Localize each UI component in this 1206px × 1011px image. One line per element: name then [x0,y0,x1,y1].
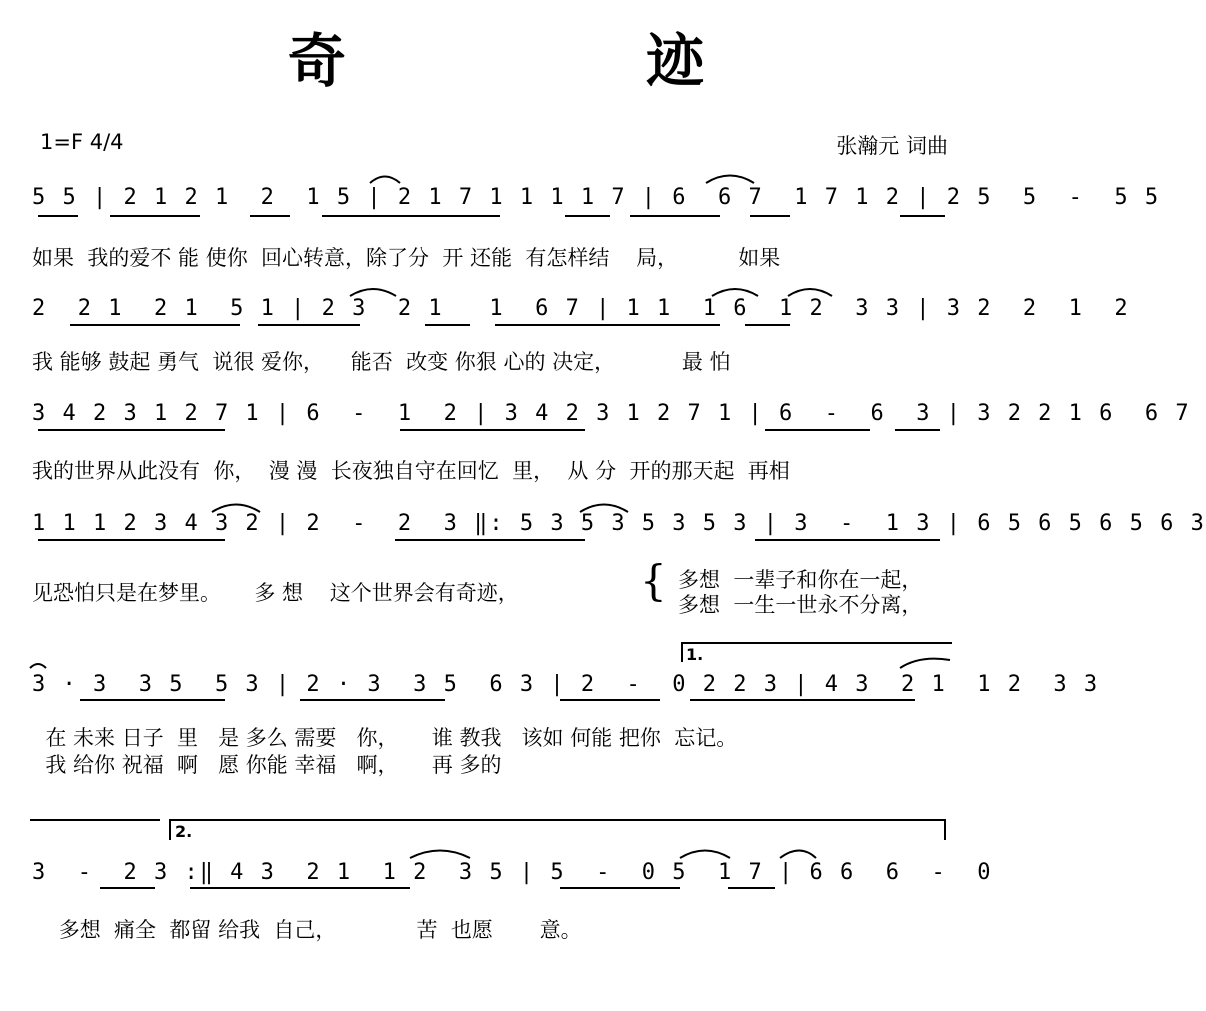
lyrics-line-5-verse2: 我 给你 祝福 啊 愿 你能 幸福 啊， 再 多的 [32,753,502,777]
verse-brace: { [640,556,667,605]
first-ending-label: 1. [686,645,704,664]
credit-line: 张瀚元 词曲 [836,134,948,158]
lyrics-line-4: 见恐怕只是在梦里。 多 想 这个世界会有奇迹， [32,581,519,605]
slur [680,851,730,859]
slur [30,664,46,668]
song-title: 奇 迹 [287,27,845,95]
second-ending-label: 2. [175,822,193,841]
lyrics-line-1: 如果 我的爱不 能 使你 回心转意，除了分 开 还能 有怎样结 局， 如果 [32,246,781,270]
slur [370,177,400,184]
lyrics-line-5-verse1: 在 未来 日子 里 是 多么 需要 你， 谁 教我 该如 何能 把你 忘记。 [32,726,738,750]
lyrics-line-2: 我 能够 鼓起 勇气 说很 爱你， 能否 改变 你狠 心的 决定， 最 怕 [32,350,731,374]
slur [712,289,758,296]
slur [706,176,754,184]
lyrics-line-6: 多想 痛全 都留 给我 自己， 苦 也愿 意。 [32,918,582,942]
notation-line-4: 1 1 1 2 3 4 3 2 | 2 - 2 3 ‖: 5 3 5 3 5 3 5 3 | 3 - 1 3 | 6 5 6 5 6 5 6 3 [32,511,1206,536]
second-ending-bracket [170,820,945,840]
slur [788,289,832,296]
brace-lyric-verse1: 多想 一辈子和你在一起， [678,568,923,592]
notation-line-2: 2 2 1 2 1 5 1 | 2 3 2 1 1 6 7 | 1 1 1 6 1 2 3 3 | 3 2 2 1 2 [32,296,1130,321]
key-signature: 1=F 4/4 [40,130,124,154]
slur [410,851,470,859]
first-ending-bracket [682,643,952,662]
notation-line-1: 5 5 | 2 1 2 1 2 1 5 | 2 1 7 1 1 1 1 7 | 6 6 7 1 7 1 2 | 2 5 5 - 5 5 [32,185,1161,210]
notation-line-6: 3 - 2 3 :‖ 4 3 2 1 1 2 3 5 | 5 - 0 5 1 7 | 6 6 6 - 0 [32,860,993,885]
notation-line-3: 3 4 2 3 1 2 7 1 | 6 - 1 2 | 3 4 2 3 1 2 7 1 | 6 - 6 3 | 3 2 2 1 6 6 7 [32,401,1191,426]
lyrics-line-3: 我的世界从此没有 你， 漫 漫 长夜独自守在回忆 里， 从 分 开的那天起 再相 [32,459,790,483]
slur [780,851,816,859]
slur [900,659,950,668]
slur [350,289,396,296]
brace-lyric-verse2: 多想 一生一世永不分离， [678,593,923,617]
notation-line-5: 3 · 3 3 5 5 3 | 2 · 3 3 5 6 3 | 2 - 0 2 2 3 | 4 3 2 1 1 2 3 3 [32,672,1100,697]
